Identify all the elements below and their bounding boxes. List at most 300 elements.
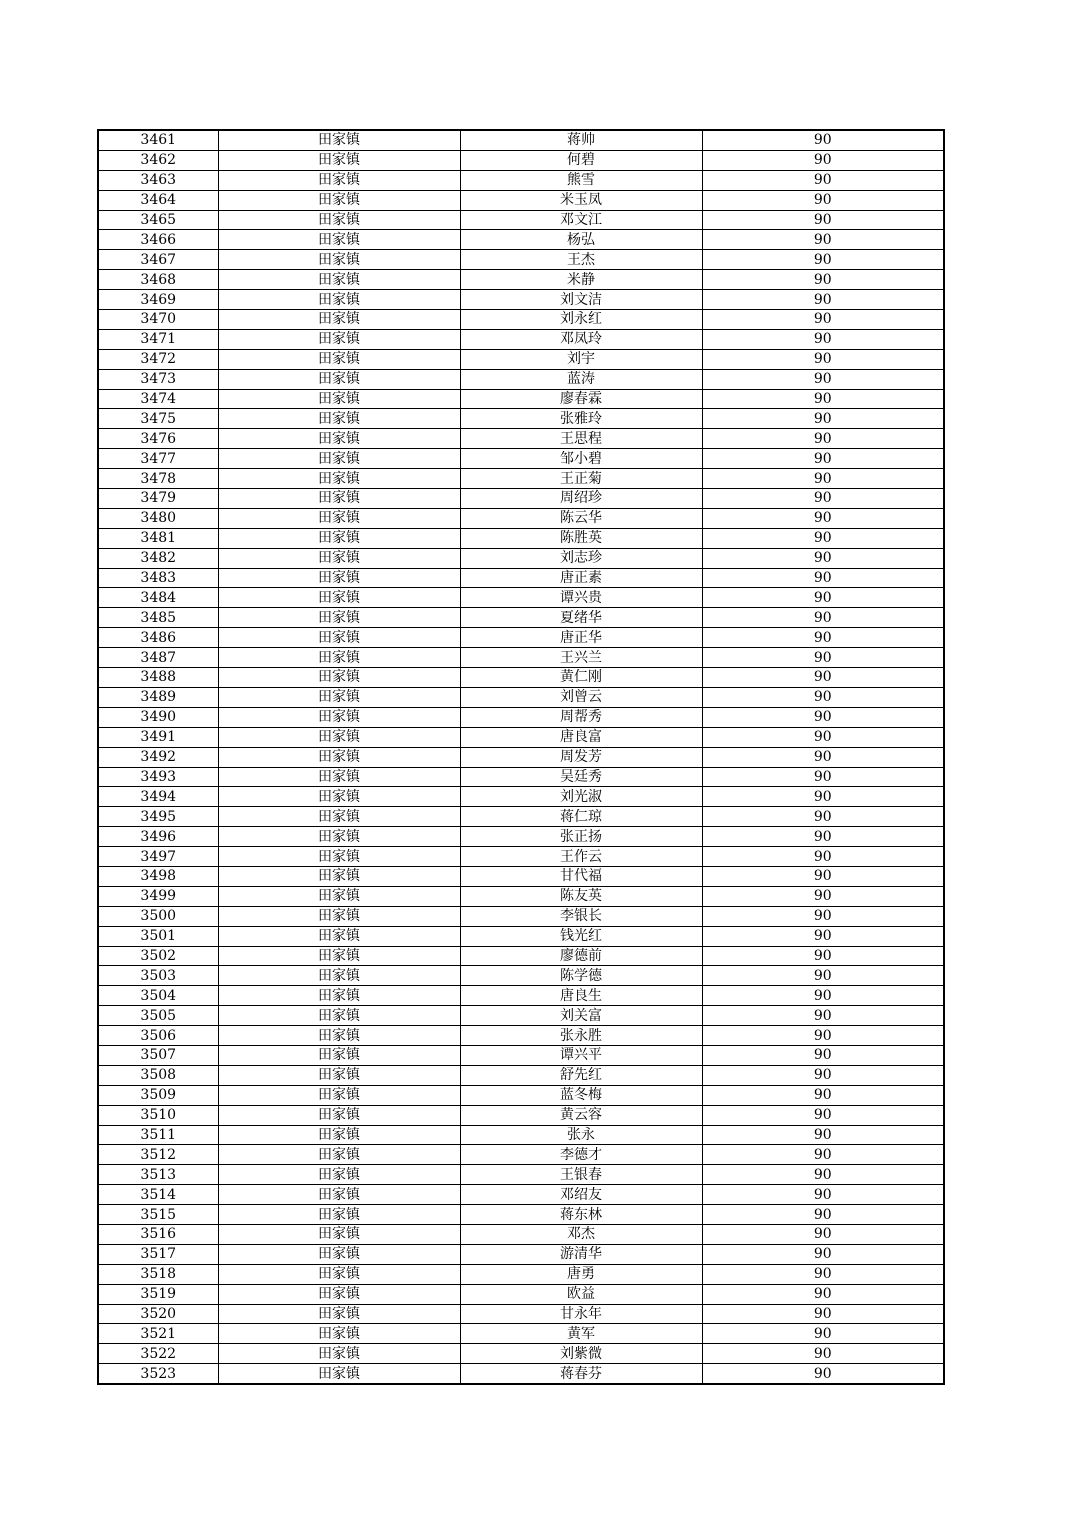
name-cell: 邓文江 xyxy=(460,210,702,230)
amount-cell: 90 xyxy=(702,329,944,349)
row-number-cell: 3489 xyxy=(98,687,218,707)
amount-cell: 90 xyxy=(702,1105,944,1125)
town-cell: 田家镇 xyxy=(218,866,460,886)
town-cell: 田家镇 xyxy=(218,668,460,688)
name-cell: 李银长 xyxy=(460,906,702,926)
name-cell: 王正菊 xyxy=(460,469,702,489)
town-cell: 田家镇 xyxy=(218,1045,460,1065)
amount-cell: 90 xyxy=(702,1145,944,1165)
amount-cell: 90 xyxy=(702,946,944,966)
row-number-cell: 3510 xyxy=(98,1105,218,1125)
amount-cell: 90 xyxy=(702,528,944,548)
amount-cell: 90 xyxy=(702,966,944,986)
amount-cell: 90 xyxy=(702,489,944,509)
row-number-cell: 3497 xyxy=(98,847,218,867)
table-row xyxy=(98,1324,944,1344)
amount-cell: 90 xyxy=(702,886,944,906)
town-cell: 田家镇 xyxy=(218,429,460,449)
town-cell: 田家镇 xyxy=(218,449,460,469)
table-row xyxy=(98,270,944,290)
row-number-cell: 3516 xyxy=(98,1224,218,1244)
town-cell: 田家镇 xyxy=(218,1324,460,1344)
town-cell: 田家镇 xyxy=(218,906,460,926)
amount-cell: 90 xyxy=(702,230,944,250)
row-number-cell: 3504 xyxy=(98,986,218,1006)
row-number-cell: 3473 xyxy=(98,369,218,389)
town-cell: 田家镇 xyxy=(218,528,460,548)
row-number-cell: 3463 xyxy=(98,170,218,190)
town-cell: 田家镇 xyxy=(218,210,460,230)
name-cell: 刘关富 xyxy=(460,1006,702,1026)
town-cell: 田家镇 xyxy=(218,290,460,310)
table-row xyxy=(98,1145,944,1165)
table-row xyxy=(98,1205,944,1225)
table-row xyxy=(98,369,944,389)
amount-cell: 90 xyxy=(702,847,944,867)
row-number-cell: 3505 xyxy=(98,1006,218,1026)
row-number-cell: 3506 xyxy=(98,1026,218,1046)
table-row xyxy=(98,1185,944,1205)
name-cell: 刘永红 xyxy=(460,310,702,330)
amount-cell: 90 xyxy=(702,1284,944,1304)
table-row xyxy=(98,210,944,230)
table-row xyxy=(98,528,944,548)
name-cell: 廖德前 xyxy=(460,946,702,966)
table-row xyxy=(98,1006,944,1026)
table-row xyxy=(98,1045,944,1065)
row-number-cell: 3515 xyxy=(98,1205,218,1225)
row-number-cell: 3512 xyxy=(98,1145,218,1165)
name-cell: 谭兴贵 xyxy=(460,588,702,608)
town-cell: 田家镇 xyxy=(218,1125,460,1145)
row-number-cell: 3482 xyxy=(98,548,218,568)
town-cell: 田家镇 xyxy=(218,409,460,429)
town-cell: 田家镇 xyxy=(218,1264,460,1284)
name-cell: 舒先红 xyxy=(460,1065,702,1085)
table-row xyxy=(98,648,944,668)
name-cell: 游清华 xyxy=(460,1244,702,1264)
table-row xyxy=(98,1105,944,1125)
row-number-cell: 3499 xyxy=(98,886,218,906)
table-row xyxy=(98,310,944,330)
town-cell: 田家镇 xyxy=(218,946,460,966)
table-row xyxy=(98,847,944,867)
row-number-cell: 3483 xyxy=(98,568,218,588)
row-number-cell: 3476 xyxy=(98,429,218,449)
row-number-cell: 3509 xyxy=(98,1085,218,1105)
town-cell: 田家镇 xyxy=(218,310,460,330)
name-cell: 刘光淑 xyxy=(460,787,702,807)
table-row xyxy=(98,1344,944,1364)
table-row xyxy=(98,727,944,747)
amount-cell: 90 xyxy=(702,1185,944,1205)
table-row xyxy=(98,548,944,568)
row-number-cell: 3511 xyxy=(98,1125,218,1145)
name-cell: 王杰 xyxy=(460,250,702,270)
amount-cell: 90 xyxy=(702,170,944,190)
amount-cell: 90 xyxy=(702,866,944,886)
amount-cell: 90 xyxy=(702,310,944,330)
table-row xyxy=(98,290,944,310)
amount-cell: 90 xyxy=(702,767,944,787)
name-cell: 陈胜英 xyxy=(460,528,702,548)
name-cell: 蒋仁琼 xyxy=(460,807,702,827)
amount-cell: 90 xyxy=(702,1205,944,1225)
amount-cell: 90 xyxy=(702,190,944,210)
amount-cell: 90 xyxy=(702,1244,944,1264)
amount-cell: 90 xyxy=(702,150,944,170)
table-row xyxy=(98,250,944,270)
name-cell: 刘文洁 xyxy=(460,290,702,310)
table-row xyxy=(98,608,944,628)
table-row xyxy=(98,1026,944,1046)
table-row xyxy=(98,150,944,170)
name-cell: 蓝冬梅 xyxy=(460,1085,702,1105)
row-number-cell: 3518 xyxy=(98,1264,218,1284)
table-row xyxy=(98,747,944,767)
row-number-cell: 3477 xyxy=(98,449,218,469)
row-number-cell: 3471 xyxy=(98,329,218,349)
town-cell: 田家镇 xyxy=(218,568,460,588)
table-row xyxy=(98,986,944,1006)
amount-cell: 90 xyxy=(702,210,944,230)
row-number-cell: 3494 xyxy=(98,787,218,807)
amount-cell: 90 xyxy=(702,369,944,389)
amount-cell: 90 xyxy=(702,1224,944,1244)
row-number-cell: 3475 xyxy=(98,409,218,429)
row-number-cell: 3501 xyxy=(98,926,218,946)
town-cell: 田家镇 xyxy=(218,807,460,827)
table-row xyxy=(98,469,944,489)
row-number-cell: 3492 xyxy=(98,747,218,767)
town-cell: 田家镇 xyxy=(218,1065,460,1085)
table-row xyxy=(98,170,944,190)
amount-cell: 90 xyxy=(702,1085,944,1105)
table-row xyxy=(98,668,944,688)
row-number-cell: 3514 xyxy=(98,1185,218,1205)
row-number-cell: 3480 xyxy=(98,508,218,528)
town-cell: 田家镇 xyxy=(218,1026,460,1046)
row-number-cell: 3498 xyxy=(98,866,218,886)
town-cell: 田家镇 xyxy=(218,170,460,190)
table-row xyxy=(98,389,944,409)
amount-cell: 90 xyxy=(702,409,944,429)
name-cell: 李德才 xyxy=(460,1145,702,1165)
town-cell: 田家镇 xyxy=(218,827,460,847)
table-row xyxy=(98,489,944,509)
amount-cell: 90 xyxy=(702,469,944,489)
amount-cell: 90 xyxy=(702,389,944,409)
name-cell: 邓杰 xyxy=(460,1224,702,1244)
amount-cell: 90 xyxy=(702,1045,944,1065)
row-number-cell: 3481 xyxy=(98,528,218,548)
amount-cell: 90 xyxy=(702,1264,944,1284)
table-row xyxy=(98,349,944,369)
amount-cell: 90 xyxy=(702,508,944,528)
town-cell: 田家镇 xyxy=(218,1344,460,1364)
amount-cell: 90 xyxy=(702,807,944,827)
name-cell: 何碧 xyxy=(460,150,702,170)
amount-cell: 90 xyxy=(702,349,944,369)
amount-cell: 90 xyxy=(702,906,944,926)
table-row xyxy=(98,190,944,210)
row-number-cell: 3522 xyxy=(98,1344,218,1364)
town-cell: 田家镇 xyxy=(218,1085,460,1105)
row-number-cell: 3470 xyxy=(98,310,218,330)
amount-cell: 90 xyxy=(702,130,944,150)
amount-cell: 90 xyxy=(702,588,944,608)
town-cell: 田家镇 xyxy=(218,1244,460,1264)
name-cell: 张永 xyxy=(460,1125,702,1145)
amount-cell: 90 xyxy=(702,787,944,807)
row-number-cell: 3508 xyxy=(98,1065,218,1085)
name-cell: 廖春霖 xyxy=(460,389,702,409)
table-row xyxy=(98,926,944,946)
name-cell: 邓绍友 xyxy=(460,1185,702,1205)
amount-cell: 90 xyxy=(702,250,944,270)
amount-cell: 90 xyxy=(702,608,944,628)
town-cell: 田家镇 xyxy=(218,250,460,270)
amount-cell: 90 xyxy=(702,986,944,1006)
name-cell: 谭兴平 xyxy=(460,1045,702,1065)
name-cell: 蒋东林 xyxy=(460,1205,702,1225)
name-cell: 蒋春芬 xyxy=(460,1364,702,1384)
row-number-cell: 3503 xyxy=(98,966,218,986)
amount-cell: 90 xyxy=(702,1065,944,1085)
name-cell: 唐良富 xyxy=(460,727,702,747)
name-cell: 周绍珍 xyxy=(460,489,702,509)
town-cell: 田家镇 xyxy=(218,150,460,170)
row-number-cell: 3488 xyxy=(98,668,218,688)
town-cell: 田家镇 xyxy=(218,588,460,608)
row-number-cell: 3465 xyxy=(98,210,218,230)
town-cell: 田家镇 xyxy=(218,1364,460,1384)
name-cell: 甘永年 xyxy=(460,1304,702,1324)
table-row xyxy=(98,807,944,827)
row-number-cell: 3517 xyxy=(98,1244,218,1264)
amount-cell: 90 xyxy=(702,747,944,767)
amount-cell: 90 xyxy=(702,1364,944,1384)
table-row xyxy=(98,827,944,847)
town-cell: 田家镇 xyxy=(218,847,460,867)
town-cell: 田家镇 xyxy=(218,1304,460,1324)
name-cell: 黄云容 xyxy=(460,1105,702,1125)
town-cell: 田家镇 xyxy=(218,727,460,747)
town-cell: 田家镇 xyxy=(218,1224,460,1244)
town-cell: 田家镇 xyxy=(218,787,460,807)
town-cell: 田家镇 xyxy=(218,270,460,290)
name-cell: 蒋帅 xyxy=(460,130,702,150)
row-number-cell: 3491 xyxy=(98,727,218,747)
name-cell: 张雅玲 xyxy=(460,409,702,429)
row-number-cell: 3479 xyxy=(98,489,218,509)
table-row xyxy=(98,767,944,787)
amount-cell: 90 xyxy=(702,270,944,290)
town-cell: 田家镇 xyxy=(218,1145,460,1165)
name-cell: 杨弘 xyxy=(460,230,702,250)
amount-cell: 90 xyxy=(702,1125,944,1145)
table-row xyxy=(98,1125,944,1145)
name-cell: 黄仁刚 xyxy=(460,668,702,688)
town-cell: 田家镇 xyxy=(218,369,460,389)
name-cell: 黄军 xyxy=(460,1324,702,1344)
row-number-cell: 3485 xyxy=(98,608,218,628)
table-row xyxy=(98,1244,944,1264)
town-cell: 田家镇 xyxy=(218,628,460,648)
table-row xyxy=(98,707,944,727)
name-cell: 张正扬 xyxy=(460,827,702,847)
amount-cell: 90 xyxy=(702,568,944,588)
row-number-cell: 3466 xyxy=(98,230,218,250)
row-number-cell: 3490 xyxy=(98,707,218,727)
row-number-cell: 3520 xyxy=(98,1304,218,1324)
name-cell: 钱光红 xyxy=(460,926,702,946)
row-number-cell: 3467 xyxy=(98,250,218,270)
name-cell: 米玉凤 xyxy=(460,190,702,210)
amount-cell: 90 xyxy=(702,290,944,310)
table-row xyxy=(98,966,944,986)
amount-cell: 90 xyxy=(702,628,944,648)
town-cell: 田家镇 xyxy=(218,230,460,250)
town-cell: 田家镇 xyxy=(218,469,460,489)
table-row xyxy=(98,1065,944,1085)
table-row xyxy=(98,906,944,926)
town-cell: 田家镇 xyxy=(218,707,460,727)
row-number-cell: 3502 xyxy=(98,946,218,966)
table-body xyxy=(98,130,944,1384)
town-cell: 田家镇 xyxy=(218,767,460,787)
row-number-cell: 3462 xyxy=(98,150,218,170)
town-cell: 田家镇 xyxy=(218,1205,460,1225)
data-table xyxy=(97,129,945,1385)
name-cell: 甘代福 xyxy=(460,866,702,886)
town-cell: 田家镇 xyxy=(218,489,460,509)
town-cell: 田家镇 xyxy=(218,986,460,1006)
row-number-cell: 3513 xyxy=(98,1165,218,1185)
amount-cell: 90 xyxy=(702,548,944,568)
name-cell: 陈云华 xyxy=(460,508,702,528)
row-number-cell: 3468 xyxy=(98,270,218,290)
table-row xyxy=(98,588,944,608)
name-cell: 唐良生 xyxy=(460,986,702,1006)
name-cell: 夏绪华 xyxy=(460,608,702,628)
name-cell: 唐正素 xyxy=(460,568,702,588)
name-cell: 邓凤玲 xyxy=(460,329,702,349)
row-number-cell: 3464 xyxy=(98,190,218,210)
town-cell: 田家镇 xyxy=(218,508,460,528)
table-row xyxy=(98,628,944,648)
table-row xyxy=(98,568,944,588)
row-number-cell: 3461 xyxy=(98,130,218,150)
amount-cell: 90 xyxy=(702,687,944,707)
row-number-cell: 3478 xyxy=(98,469,218,489)
name-cell: 唐正华 xyxy=(460,628,702,648)
town-cell: 田家镇 xyxy=(218,966,460,986)
name-cell: 王兴兰 xyxy=(460,648,702,668)
town-cell: 田家镇 xyxy=(218,389,460,409)
amount-cell: 90 xyxy=(702,1026,944,1046)
town-cell: 田家镇 xyxy=(218,329,460,349)
amount-cell: 90 xyxy=(702,1165,944,1185)
row-number-cell: 3484 xyxy=(98,588,218,608)
amount-cell: 90 xyxy=(702,1006,944,1026)
name-cell: 唐勇 xyxy=(460,1264,702,1284)
town-cell: 田家镇 xyxy=(218,886,460,906)
table-row xyxy=(98,1284,944,1304)
name-cell: 蓝涛 xyxy=(460,369,702,389)
row-number-cell: 3493 xyxy=(98,767,218,787)
amount-cell: 90 xyxy=(702,648,944,668)
town-cell: 田家镇 xyxy=(218,1165,460,1185)
name-cell: 王思程 xyxy=(460,429,702,449)
town-cell: 田家镇 xyxy=(218,926,460,946)
amount-cell: 90 xyxy=(702,926,944,946)
table-row xyxy=(98,787,944,807)
table-row xyxy=(98,946,944,966)
town-cell: 田家镇 xyxy=(218,747,460,767)
row-number-cell: 3521 xyxy=(98,1324,218,1344)
name-cell: 陈学德 xyxy=(460,966,702,986)
amount-cell: 90 xyxy=(702,827,944,847)
row-number-cell: 3486 xyxy=(98,628,218,648)
row-number-cell: 3507 xyxy=(98,1045,218,1065)
row-number-cell: 3487 xyxy=(98,648,218,668)
name-cell: 周帮秀 xyxy=(460,707,702,727)
name-cell: 王作云 xyxy=(460,847,702,867)
name-cell: 刘曾云 xyxy=(460,687,702,707)
amount-cell: 90 xyxy=(702,449,944,469)
row-number-cell: 3495 xyxy=(98,807,218,827)
name-cell: 王银春 xyxy=(460,1165,702,1185)
town-cell: 田家镇 xyxy=(218,1006,460,1026)
amount-cell: 90 xyxy=(702,429,944,449)
town-cell: 田家镇 xyxy=(218,648,460,668)
town-cell: 田家镇 xyxy=(218,190,460,210)
town-cell: 田家镇 xyxy=(218,130,460,150)
row-number-cell: 3500 xyxy=(98,906,218,926)
town-cell: 田家镇 xyxy=(218,1105,460,1125)
table-row xyxy=(98,1224,944,1244)
table-row xyxy=(98,866,944,886)
name-cell: 周发芳 xyxy=(460,747,702,767)
table-row xyxy=(98,886,944,906)
name-cell: 刘志珍 xyxy=(460,548,702,568)
name-cell: 刘宇 xyxy=(460,349,702,369)
amount-cell: 90 xyxy=(702,668,944,688)
table-row xyxy=(98,329,944,349)
table-row xyxy=(98,1165,944,1185)
town-cell: 田家镇 xyxy=(218,608,460,628)
town-cell: 田家镇 xyxy=(218,1185,460,1205)
name-cell: 熊雪 xyxy=(460,170,702,190)
town-cell: 田家镇 xyxy=(218,1284,460,1304)
table-row xyxy=(98,1304,944,1324)
name-cell: 刘紫微 xyxy=(460,1344,702,1364)
name-cell: 陈友英 xyxy=(460,886,702,906)
row-number-cell: 3472 xyxy=(98,349,218,369)
town-cell: 田家镇 xyxy=(218,548,460,568)
name-cell: 邹小碧 xyxy=(460,449,702,469)
row-number-cell: 3474 xyxy=(98,389,218,409)
name-cell: 欧益 xyxy=(460,1284,702,1304)
table-row xyxy=(98,429,944,449)
town-cell: 田家镇 xyxy=(218,687,460,707)
amount-cell: 90 xyxy=(702,1344,944,1364)
amount-cell: 90 xyxy=(702,1324,944,1344)
table-row xyxy=(98,508,944,528)
row-number-cell: 3469 xyxy=(98,290,218,310)
name-cell: 张永胜 xyxy=(460,1026,702,1046)
